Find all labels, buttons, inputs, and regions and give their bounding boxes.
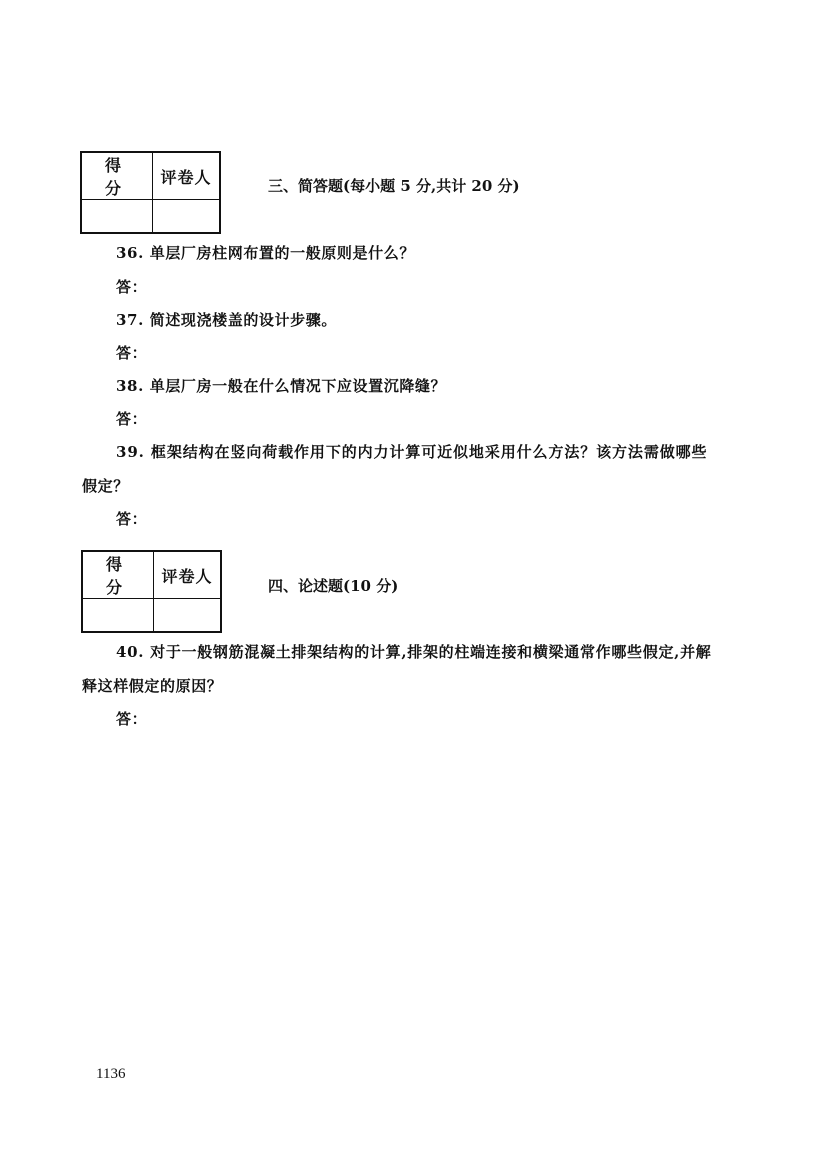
section-3-title: 三、简答题(每小题 5 分,共计 20 分) xyxy=(268,177,520,195)
grader-cell xyxy=(154,599,222,633)
grader-label: 评卷人 xyxy=(153,152,221,200)
question-40-line2: 释这样假定的原因？ xyxy=(82,677,223,695)
question-40-line1: 40. 对于一般钢筋混凝土排架结构的计算,排架的柱端连接和横梁通常作哪些假定,并解 xyxy=(116,643,712,661)
question-37: 37. 简述现浇楼盖的设计步骤。 xyxy=(116,311,337,329)
score-cell xyxy=(82,599,154,633)
score-table-section4 xyxy=(81,550,222,633)
answer-label-37: 答： xyxy=(116,344,148,362)
question-38: 38. 单层厂房一般在什么情况下应设置沉降缝？ xyxy=(116,377,447,395)
score-table-section3 xyxy=(80,151,221,234)
section-4-title: 四、论述题(10 分) xyxy=(268,577,399,595)
answer-label-40: 答： xyxy=(116,710,148,728)
question-39-line2: 假定？ xyxy=(82,477,129,495)
question-36: 36. 单层厂房柱网布置的一般原则是什么？ xyxy=(116,244,415,262)
score-label: 得 分 xyxy=(81,152,153,200)
grader-label: 评卷人 xyxy=(154,551,222,599)
question-39-line1: 39. 框架结构在竖向荷载作用下的内力计算可近似地采用什么方法？该方法需做哪些 xyxy=(116,443,708,461)
score-label: 得 分 xyxy=(82,551,154,599)
grader-cell xyxy=(153,200,221,234)
score-cell xyxy=(81,200,153,234)
answer-label-38: 答： xyxy=(116,410,148,428)
answer-label-39: 答： xyxy=(116,510,148,528)
answer-label-36: 答： xyxy=(116,278,148,296)
page-number: 1136 xyxy=(96,1066,126,1082)
